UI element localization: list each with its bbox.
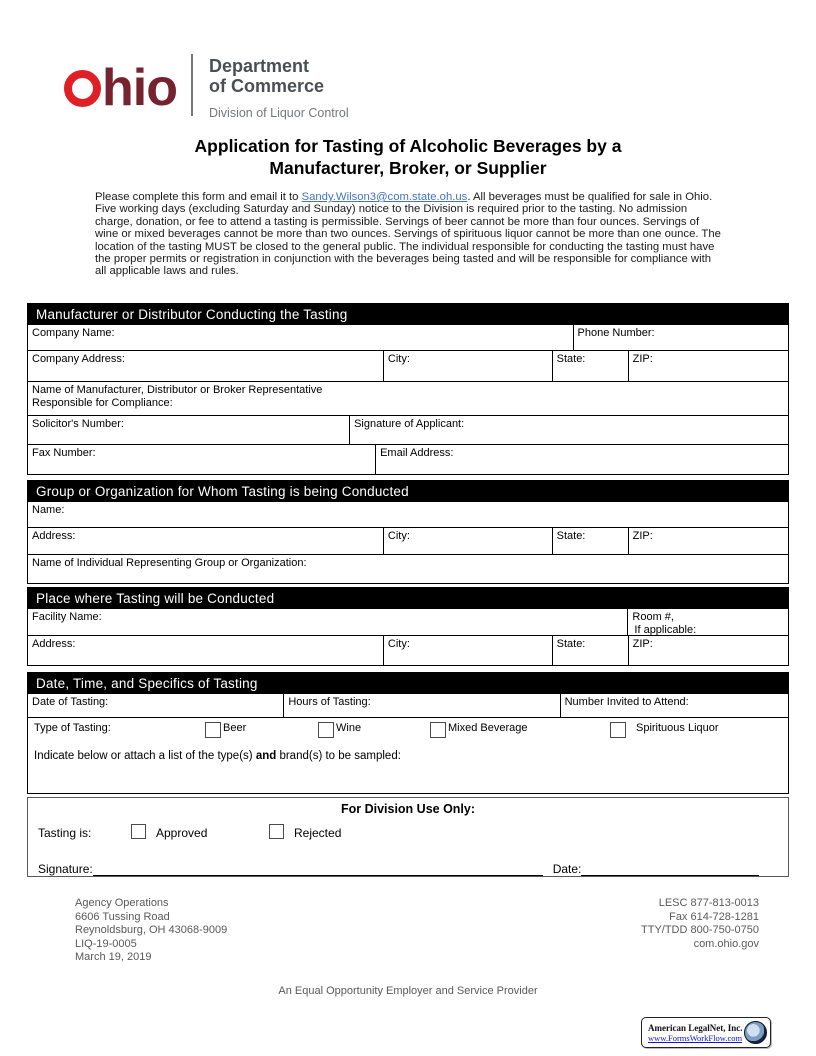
spirituous-liquor-checkbox[interactable] bbox=[610, 722, 626, 738]
hours-of-tasting-field[interactable]: Hours of Tasting: bbox=[283, 694, 559, 717]
section-group bbox=[27, 480, 789, 584]
mixed-beverage-checkbox[interactable] bbox=[430, 722, 446, 738]
wine-checkbox[interactable] bbox=[318, 722, 334, 738]
email-address-field[interactable]: Email Address: bbox=[375, 445, 788, 474]
footer-contact-block bbox=[641, 897, 759, 951]
section-header-datetime: Date, Time, and Specifics of Tasting bbox=[28, 673, 788, 693]
spirituous-liquor-label: Spirituous Liquor bbox=[636, 722, 719, 734]
ohio-o-icon bbox=[64, 70, 101, 107]
place-address-field[interactable]: Address: bbox=[32, 638, 76, 650]
tasting-is-label: Tasting is: bbox=[38, 826, 92, 840]
logo-divider bbox=[191, 54, 193, 116]
place-zip-field[interactable]: ZIP: bbox=[628, 636, 788, 665]
place-city-field[interactable]: City: bbox=[383, 636, 552, 665]
type-of-tasting-area bbox=[28, 718, 788, 793]
rejected-checkbox[interactable] bbox=[269, 824, 284, 839]
section-header-group: Group or Organization for Whom Tasting is being Conducted bbox=[28, 481, 788, 501]
footer-line: 6606 Tussing Road bbox=[75, 910, 170, 923]
group-individual-field[interactable]: Name of Individual Representing Group or Organization: bbox=[32, 557, 307, 569]
section-header-manufacturer: Manufacturer or Distributor Conducting the Tasting bbox=[28, 304, 788, 324]
footer-line: Fax 614-728-1281 bbox=[669, 910, 759, 923]
approved-label: Approved bbox=[156, 826, 208, 840]
footer-line: March 19, 2019 bbox=[75, 951, 152, 964]
section-datetime bbox=[27, 672, 789, 794]
company-city-field[interactable]: City: bbox=[383, 351, 552, 381]
number-invited-field[interactable]: Number Invited to Attend: bbox=[560, 694, 788, 717]
group-zip-field[interactable]: ZIP: bbox=[628, 528, 788, 554]
beer-checkbox[interactable] bbox=[205, 722, 221, 738]
ohio-commerce-logo bbox=[64, 54, 349, 120]
division-name: Division of Liquor Control bbox=[208, 106, 349, 120]
section-header-place: Place where Tasting will be Conducted bbox=[28, 588, 788, 608]
footer-line: TTY/TDD 800-750-0750 bbox=[641, 924, 759, 937]
rejected-label: Rejected bbox=[294, 826, 342, 840]
indicate-instruction: Indicate below or attach a list of the type(s) and brand(s) to be sampled: bbox=[34, 750, 401, 762]
group-city-field[interactable]: City: bbox=[383, 528, 552, 554]
section-manufacturer bbox=[27, 303, 789, 475]
division-box-title: For Division Use Only: bbox=[340, 802, 476, 816]
facility-name-field[interactable]: Facility Name: bbox=[32, 611, 102, 623]
company-zip-field[interactable]: ZIP: bbox=[628, 351, 788, 381]
signature-of-applicant-field[interactable]: Signature of Applicant: bbox=[349, 416, 788, 444]
company-name-field[interactable]: Company Name: bbox=[32, 327, 115, 339]
group-name-field[interactable]: Name: bbox=[32, 504, 65, 516]
footer-line: LIQ-19-0005 bbox=[75, 937, 137, 950]
beer-label: Beer bbox=[223, 722, 247, 734]
footer-agency-block bbox=[75, 897, 227, 965]
section-place bbox=[27, 587, 789, 666]
ohio-wordmark-text: hio bbox=[102, 59, 177, 117]
ohio-wordmark bbox=[64, 54, 177, 117]
type-of-tasting-row bbox=[28, 718, 788, 744]
footer-line: Agency Operations bbox=[75, 897, 169, 909]
representative-field[interactable]: Name of Manufacturer, Distributor or Broker Representative Responsible for Compliance: bbox=[32, 384, 323, 409]
signature-label: Signature: bbox=[38, 862, 93, 876]
phone-number-field[interactable]: Phone Number: bbox=[573, 325, 788, 350]
mixed-beverage-label: Mixed Beverage bbox=[448, 722, 528, 734]
solicitor-number-field[interactable]: Solicitor's Number: bbox=[32, 418, 124, 430]
fax-number-field[interactable]: Fax Number: bbox=[32, 447, 96, 459]
signature-row bbox=[28, 862, 788, 876]
signature-line[interactable] bbox=[93, 862, 543, 876]
footer-line: LESC 877-813-0013 bbox=[658, 897, 759, 909]
date-label: Date: bbox=[552, 862, 582, 876]
eoe-statement: An Equal Opportunity Employer and Service Provider bbox=[278, 985, 538, 997]
place-state-field[interactable]: State: bbox=[552, 636, 628, 665]
intro-paragraph: Please complete this form and email it to Sandy.Wilson3@com.state.oh.us. All beverages must be qualified for sale in Ohio. Five working days (excluding Saturday and Sunday) notice to the Division is required prior to the tasting. No admission charge, donation, or fee to attend a tasting is permissible. Servings of beer cannot be more than four ounces. Servings of wine or mixed beverages cannot be more than two ounces. Servings of spirituous liquor cannot be more than one ounce. The location of the tasting MUST be closed to the general public. The individual responsible for conducting the tasting must have the proper permits or registration in conjunction with the beverages being tasted and will be responsible for compliance with all applicable laws and rules. bbox=[95, 191, 721, 278]
approved-checkbox[interactable] bbox=[131, 824, 146, 839]
footer-line: Reynoldsburg, OH 43068-9009 bbox=[75, 924, 228, 937]
division-use-box bbox=[27, 797, 789, 877]
tasting-status-row bbox=[28, 824, 788, 846]
globe-icon bbox=[744, 1021, 767, 1044]
form-area bbox=[27, 303, 789, 794]
group-state-field[interactable]: State: bbox=[552, 528, 628, 554]
footer-line: com.ohio.gov bbox=[693, 937, 759, 950]
date-of-tasting-field[interactable]: Date of Tasting: bbox=[32, 696, 109, 708]
formsworkflow-link[interactable]: www.FormsWorkFlow.com bbox=[648, 1032, 743, 1043]
type-of-tasting-label: Type of Tasting: bbox=[34, 722, 111, 734]
legalnet-badge bbox=[641, 1017, 771, 1048]
email-link[interactable]: Sandy.Wilson3@com.state.oh.us bbox=[301, 191, 468, 203]
wine-label: Wine bbox=[336, 722, 362, 734]
room-number-field[interactable]: Room #, If applicable: bbox=[627, 609, 788, 635]
department-name: Department of Commerce bbox=[208, 56, 325, 96]
legalnet-name: American LegalNet, Inc. bbox=[648, 1022, 743, 1033]
page-title: Application for Tasting of Alcoholic Beverages by a Manufacturer, Broker, or Supplier bbox=[194, 136, 622, 178]
company-state-field[interactable]: State: bbox=[552, 351, 628, 381]
date-line[interactable] bbox=[581, 862, 759, 876]
company-address-field[interactable]: Company Address: bbox=[32, 353, 125, 365]
group-address-field[interactable]: Address: bbox=[32, 530, 76, 542]
